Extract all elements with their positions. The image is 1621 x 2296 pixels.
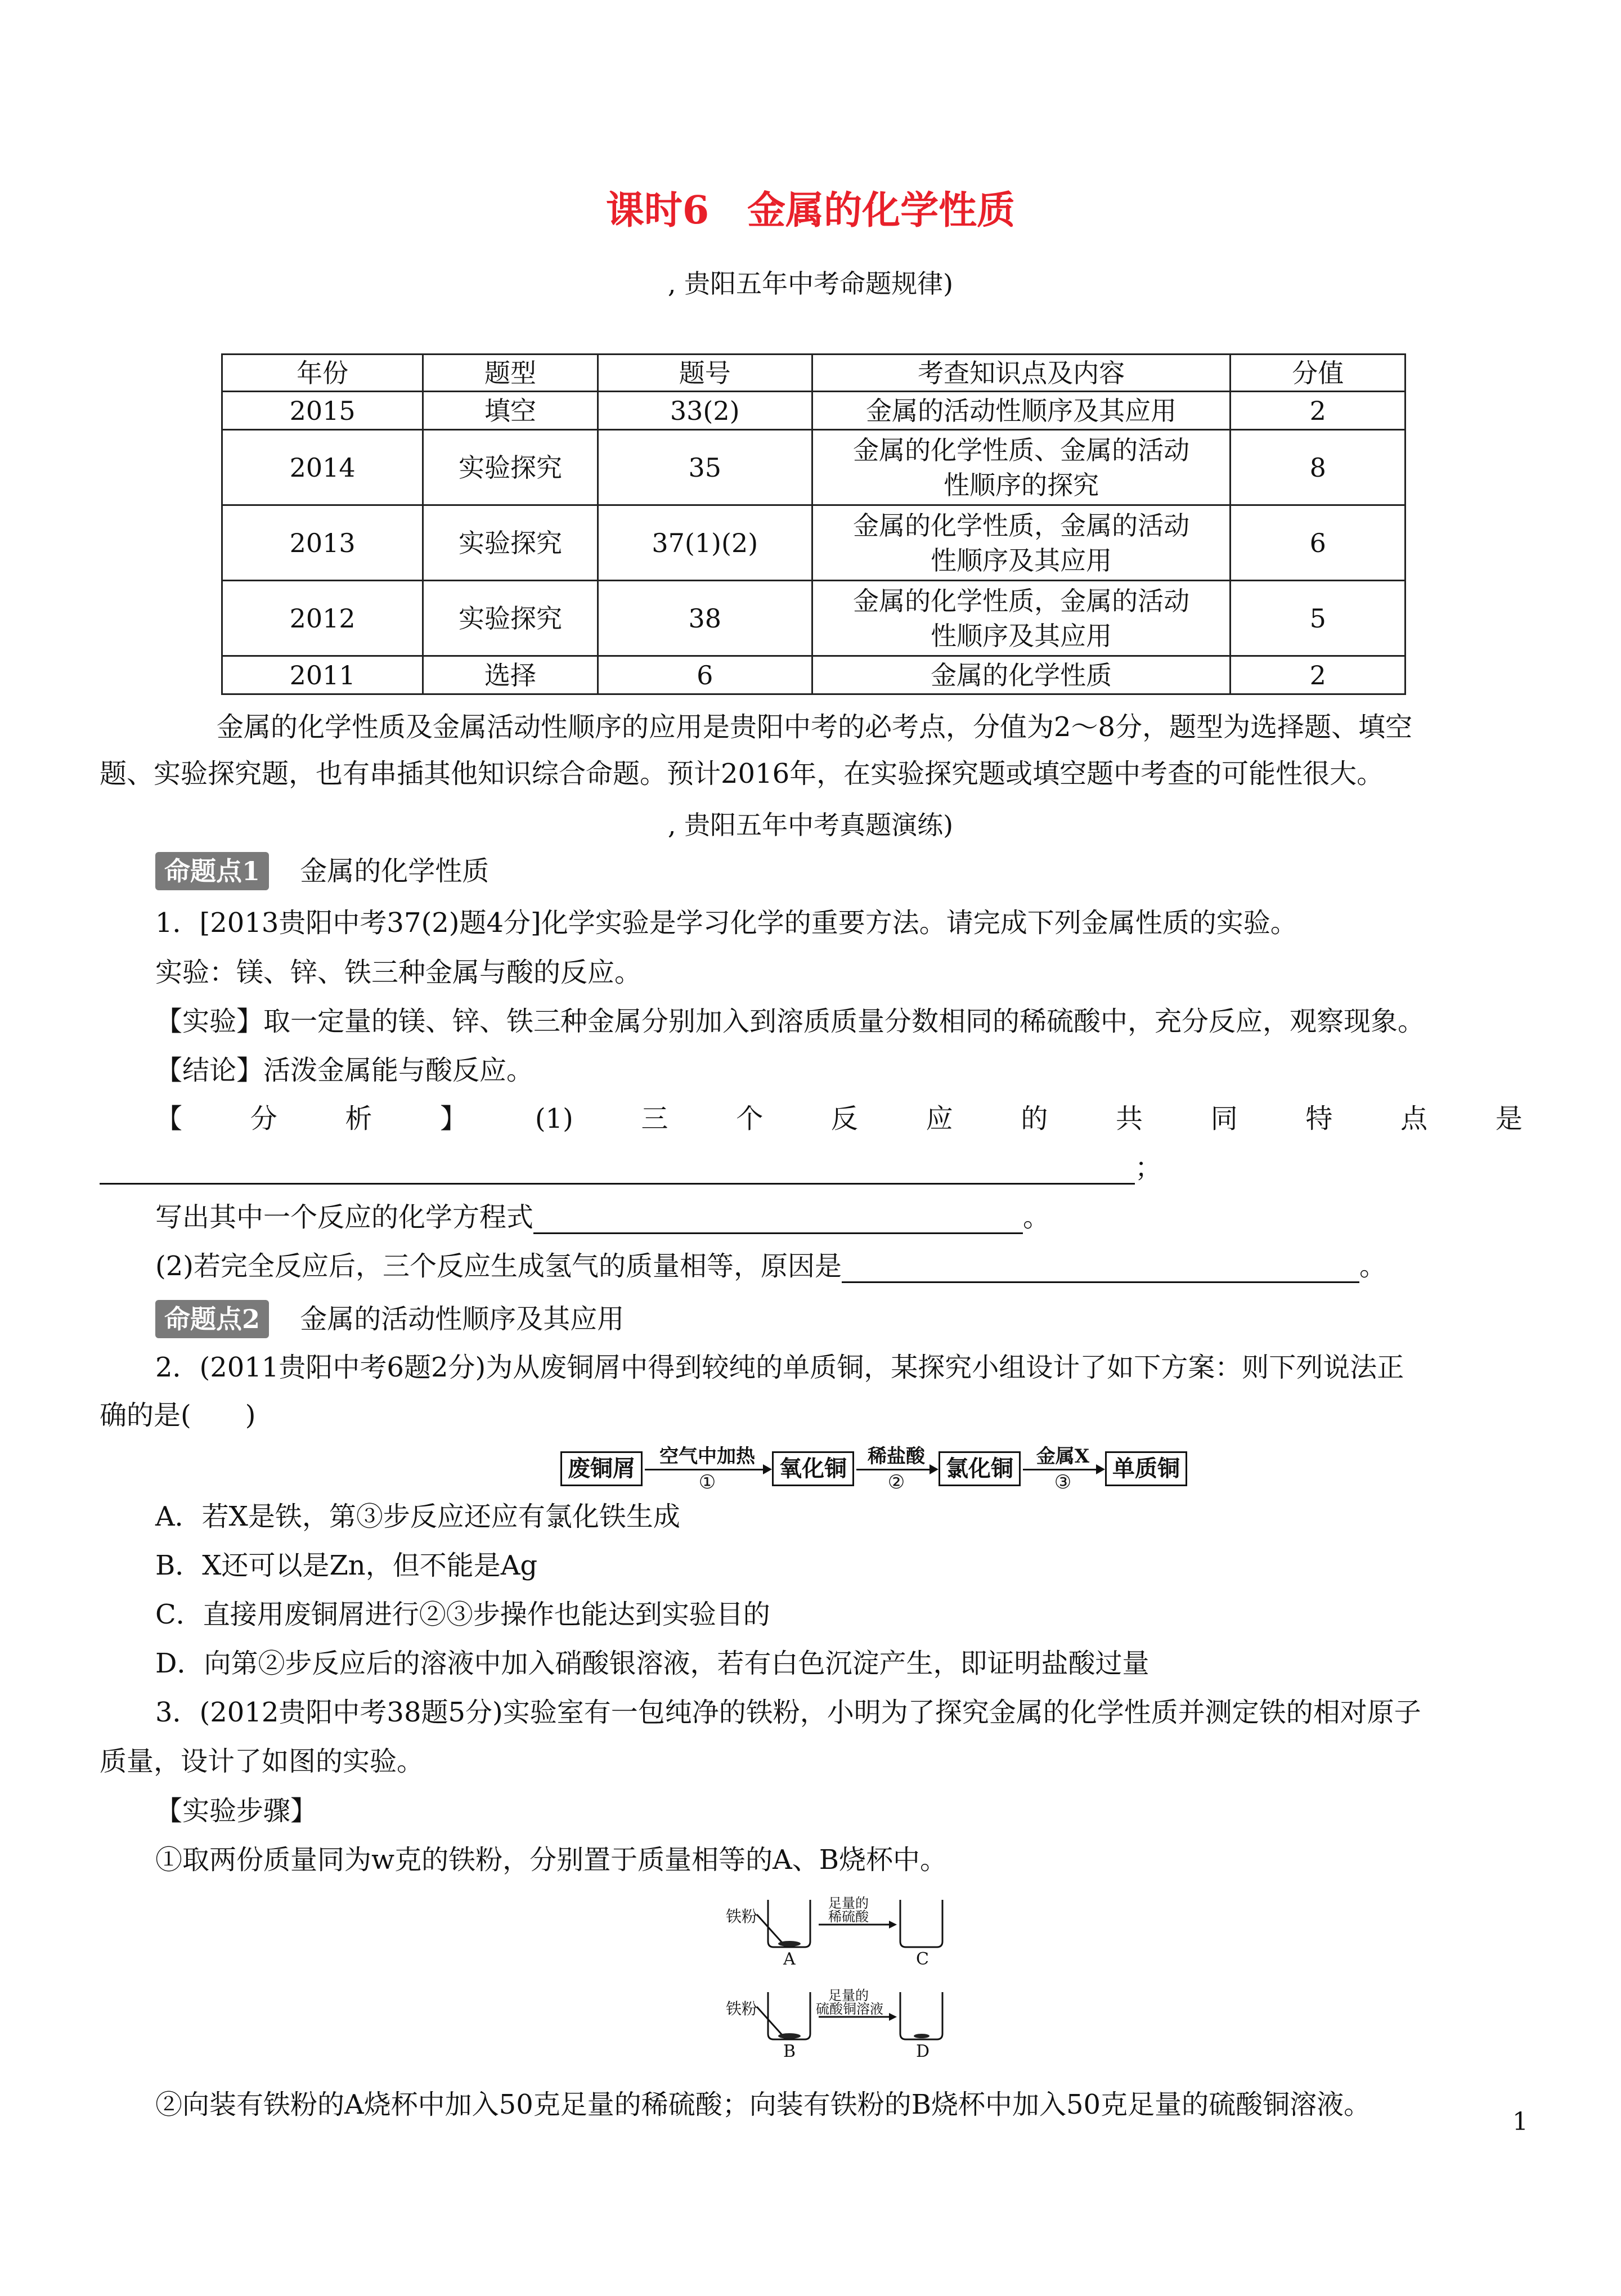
cell-type: 实验探究: [423, 430, 598, 505]
residue-d: [914, 2034, 930, 2038]
beaker-experiment-diagram: [726, 1891, 985, 2077]
table-row: [222, 656, 1406, 694]
arrow-label: 金属X: [1036, 1445, 1090, 1468]
answer-blank[interactable]: [100, 1157, 1135, 1185]
char: 反: [830, 1103, 858, 1134]
topic-point-2: [155, 1300, 624, 1338]
cell-score: 8: [1231, 430, 1406, 505]
char: 点: [1400, 1103, 1428, 1134]
summary-line-2: 题、实验探究题，也有串插其他知识综合命题。预计2016年，在实验探究题或填空题中考查的可能性很大。: [100, 758, 1384, 790]
topic-tag: 命题点1: [155, 852, 269, 890]
label-beaker-a: A: [783, 1949, 796, 1969]
label-reagent-top-2: 稀硫酸: [828, 1909, 869, 1925]
header-number: 题号: [598, 355, 812, 392]
q2-option-d[interactable]: D．向第②步反应后的溶液中加入硝酸银溶液，若有白色沉淀产生，即证明盐酸过量: [155, 1648, 1149, 1679]
q1-analysis-line: [155, 1102, 1523, 1136]
label-reagent-bottom-2: 硫酸铜溶液: [816, 2001, 883, 2017]
cell-type: 填空: [423, 392, 598, 430]
step-number: ②: [887, 1471, 905, 1494]
answer-blank[interactable]: [842, 1255, 1359, 1283]
char: 的: [1021, 1103, 1048, 1134]
q2-option-a[interactable]: A．若X是铁，第③步反应还应有氯化铁生成: [155, 1501, 680, 1532]
reason-prompt: (2)若完全反应后，三个反应生成氢气的质量相等，原因是: [155, 1250, 842, 1282]
q1-equation-line: [155, 1200, 1050, 1234]
cell-score: 2: [1231, 392, 1406, 430]
beaker-d: [900, 1992, 942, 2039]
char: 分: [250, 1103, 277, 1134]
q1-line-conclusion: 【结论】活泼金属能与酸反应。: [155, 1055, 534, 1086]
cell-content: [812, 656, 1231, 694]
table-row: [222, 581, 1406, 656]
answer-blank[interactable]: [533, 1207, 1023, 1234]
cell-number: 6: [598, 656, 812, 694]
header-year: 年份: [222, 355, 423, 392]
beaker-c: [900, 1900, 942, 1947]
topic-title: 金属的化学性质: [300, 855, 490, 887]
period: 。: [1023, 1201, 1050, 1233]
process-flow-diagram: [560, 1445, 1187, 1494]
cell-content: [812, 430, 1231, 505]
q3-stem-1: 3．(2012贵阳中考38题5分)实验室有一包纯净的铁粉，小明为了探究金属的化学性质并测定铁的相对原子: [155, 1697, 1421, 1728]
beaker-a: [768, 1900, 810, 1947]
arrow-label: 空气中加热: [659, 1445, 755, 1468]
char: 】: [440, 1103, 468, 1134]
table-row: [222, 430, 1406, 505]
cell-number: 38: [598, 581, 812, 656]
char: 三: [641, 1103, 668, 1134]
page-number: 1: [1512, 2107, 1528, 2136]
content-line: 性顺序的探究: [944, 469, 1099, 500]
char: 是: [1495, 1103, 1523, 1134]
q2-option-b[interactable]: B．X还可以是Zn，但不能是Ag: [155, 1550, 538, 1581]
arrow-line: [856, 1469, 934, 1470]
cell-year: 2012: [222, 581, 423, 656]
cell-content: [812, 505, 1231, 581]
label-iron-powder-top: 铁粉: [726, 1907, 758, 1926]
q1-reason-line: [155, 1249, 1386, 1283]
q2-stem-2: 确的是( ): [100, 1400, 256, 1431]
label-reagent-bottom-1: 足量的: [828, 1988, 869, 2003]
header-content: 考查知识点及内容: [812, 355, 1231, 392]
content-line: 性顺序及其应用: [931, 545, 1112, 576]
header-score: 分值: [1231, 355, 1406, 392]
header-type: 题型: [423, 355, 598, 392]
topic-point-1: [155, 852, 489, 890]
section-heading-exercises: , 贵阳五年中考真题演练): [667, 810, 954, 840]
content-line: 金属的化学性质、金属的活动: [853, 434, 1190, 465]
char: 应: [926, 1103, 953, 1134]
q1-stem: 1．[2013贵阳中考37(2)题4分]化学实验是学习化学的重要方法。请完成下列金属性质的实验。: [155, 907, 1297, 939]
content-line: 金属的化学性质，金属的活动: [853, 510, 1190, 541]
flow-box: 氧化铜: [772, 1451, 854, 1486]
semicolon: ；: [1135, 1152, 1162, 1183]
cell-number: 37(1)(2): [598, 505, 812, 581]
q3-steps-heading: 【实验步骤】: [155, 1795, 318, 1827]
cell-content: [812, 581, 1231, 656]
table-row: [222, 392, 1406, 430]
label-iron-powder-bottom: 铁粉: [726, 1999, 758, 2018]
char: 【: [155, 1103, 183, 1134]
cell-score: 6: [1231, 505, 1406, 581]
flow-box: 废铜屑: [560, 1451, 643, 1486]
iron-powder-a: [778, 1941, 801, 1947]
step-number: ①: [698, 1471, 716, 1494]
cell-year: 2015: [222, 392, 423, 430]
arrow-label: 稀盐酸: [868, 1445, 925, 1468]
char: 析: [345, 1103, 372, 1134]
table-row: [222, 505, 1406, 581]
label-beaker-b: B: [783, 2042, 796, 2061]
content-line: 金属的活动性顺序及其应用: [866, 395, 1177, 426]
char: 共: [1116, 1103, 1143, 1134]
period: 。: [1359, 1250, 1387, 1282]
cell-year: 2011: [222, 656, 423, 694]
q1-line-procedure: 【实验】取一定量的镁、锌、铁三种金属分别加入到溶质质量分数相同的稀硫酸中，充分反应，观察现象。: [155, 1006, 1425, 1037]
arrow-line: [1023, 1469, 1101, 1470]
cell-score: 5: [1231, 581, 1406, 656]
summary-line-1: 金属的化学性质及金属活动性顺序的应用是贵阳中考的必考点，分值为2～8分，题型为选择题、填空: [217, 711, 1413, 743]
cell-score: 2: [1231, 656, 1406, 694]
q2-option-c[interactable]: C．直接用废铜屑进行②③步操作也能达到实验目的: [155, 1599, 770, 1630]
topic-tag: 命题点2: [155, 1300, 269, 1338]
content-line: 金属的化学性质: [931, 660, 1112, 690]
cell-year: 2014: [222, 430, 423, 505]
label-beaker-c: C: [916, 1949, 929, 1969]
label-reagent-top-1: 足量的: [828, 1895, 869, 1911]
char: 特: [1305, 1103, 1333, 1134]
char: 同: [1210, 1103, 1238, 1134]
equation-prompt: 写出其中一个反应的化学方程式: [155, 1201, 534, 1233]
cell-type: 实验探究: [423, 581, 598, 656]
step-number: ③: [1054, 1471, 1072, 1494]
flow-arrow: [643, 1445, 772, 1494]
char: 个: [736, 1103, 764, 1134]
char: (1): [535, 1103, 573, 1134]
flow-arrow: [1021, 1445, 1105, 1494]
beaker-b: [768, 1992, 810, 2039]
cell-year: 2013: [222, 505, 423, 581]
page-title: 课时6 金属的化学性质: [605, 188, 1016, 233]
cell-content: [812, 392, 1231, 430]
table-header-row: [222, 355, 1406, 392]
cell-type: 实验探究: [423, 505, 598, 581]
arrow-line: [645, 1469, 767, 1470]
cell-number: 35: [598, 430, 812, 505]
exam-pattern-table: [221, 353, 1406, 695]
section-heading-pattern: , 贵阳五年中考命题规律): [667, 268, 954, 299]
q1-answer-line-1: [100, 1151, 1162, 1185]
q1-line-experiment: 实验：镁、锌、铁三种金属与酸的反应。: [155, 957, 642, 988]
flow-arrow: [854, 1445, 939, 1494]
q3-step-2: ②向装有铁粉的A烧杯中加入50克足量的稀硫酸；向装有铁粉的B烧杯中加入50克足量的硫酸铜溶液。: [155, 2089, 1371, 2120]
q2-stem-1: 2．(2011贵阳中考6题2分)为从废铜屑中得到较纯的单质铜，某探究小组设计了如下方案：则下列说法正: [155, 1352, 1404, 1383]
content-line: 金属的化学性质，金属的活动: [853, 585, 1190, 616]
q3-stem-2: 质量，设计了如图的实验。: [100, 1746, 424, 1777]
flow-box: 氯化铜: [939, 1451, 1021, 1486]
topic-title: 金属的活动性顺序及其应用: [300, 1303, 625, 1335]
leader-bottom: [757, 2007, 782, 2035]
content-line: 性顺序及其应用: [931, 620, 1112, 651]
leader-top: [757, 1914, 782, 1943]
flow-box: 单质铜: [1105, 1451, 1187, 1486]
cell-number: 33(2): [598, 392, 812, 430]
cell-type: 选择: [423, 656, 598, 694]
iron-powder-b: [778, 2033, 801, 2039]
label-beaker-d: D: [916, 2042, 930, 2061]
q3-step-1: ①取两份质量同为w克的铁粉，分别置于质量相等的A、B烧杯中。: [155, 1844, 948, 1876]
